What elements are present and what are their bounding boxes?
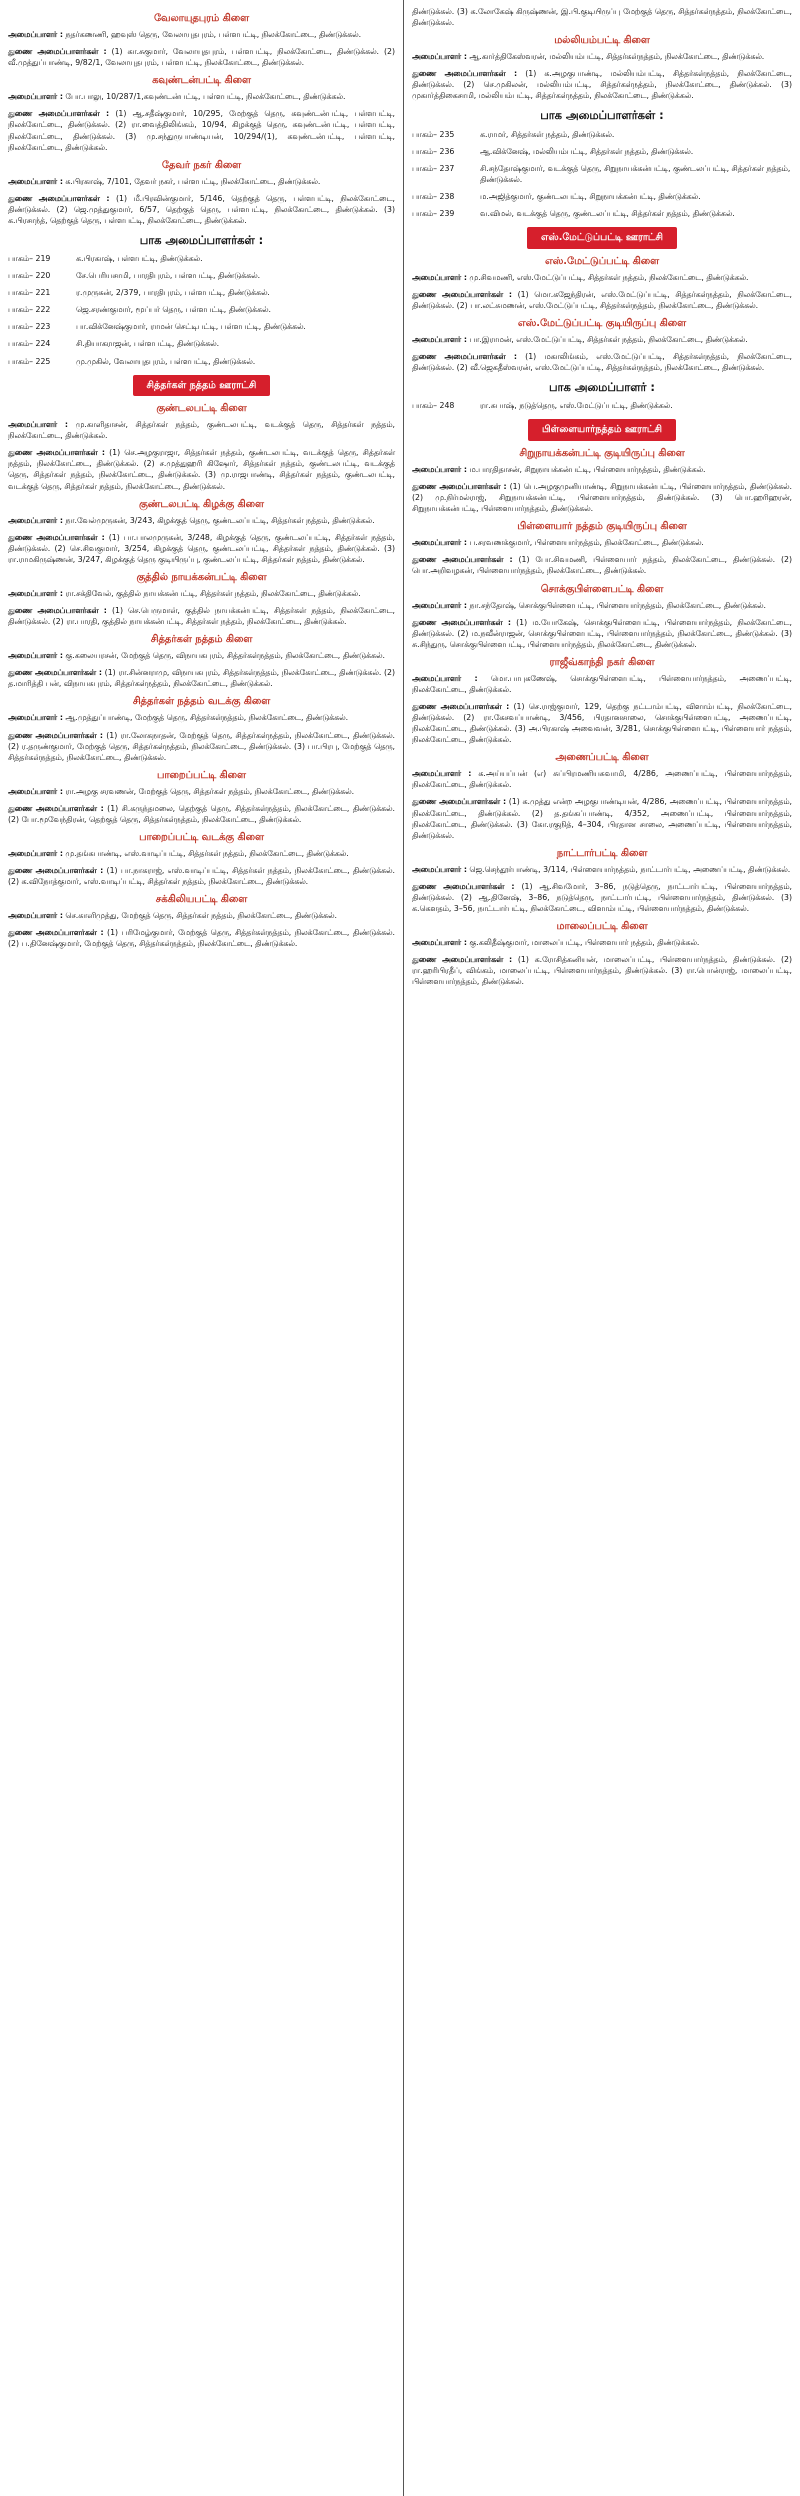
booth-organiser: க.பிரகாஷ், பள்ளபட்டி, திண்டுக்கல். — [76, 254, 203, 264]
booth-row — [412, 208, 792, 219]
booth-organisers-heading: பாக அமைப்பாளர்கள் : — [139, 232, 264, 247]
booth-row — [412, 400, 792, 411]
booth-row — [8, 321, 395, 332]
member-entry — [8, 29, 395, 40]
booth-organiser: பா.விக்னேஷ்குமார், ராமன் செட்டிபட்டி, பள்ளபட்டி, திண்டுக்கல். — [76, 322, 306, 332]
member-entry — [8, 910, 395, 921]
branch-title: ராஜீவ்காந்தி நகர் கிளை — [549, 656, 655, 668]
role-label: அமைப்பாளர் : — [8, 651, 63, 661]
member-details: ஜெ.செந்தூர்பாண்டி, 3/114, பிள்ளையார்நத்தம், நாட்டார்பட்டி, அணைப்பட்டி, திண்டுக்கல். — [469, 864, 791, 874]
member-entry — [8, 176, 395, 187]
member-details: நதர்கணணி, ஹவுஸ் தெரு, வேலாயுதபுரம், பள்ளபட்டி, நிலக்கோட்டை, திண்டுக்கல். — [65, 30, 362, 40]
booth-number: பாகம்– 225 — [8, 356, 51, 366]
booth-row — [412, 129, 792, 140]
branch-title: குண்டலபட்டி கிளை — [156, 403, 247, 415]
role-label: அமைப்பாளர் : — [412, 864, 467, 874]
booth-organiser: ர.முருகன், 2/379, பாரதிபுரம், பள்ளபட்டி, திண்டுக்கல். — [76, 288, 270, 298]
role-label: துணை அமைப்பாளர்கள் : — [8, 803, 104, 813]
member-details: (1) மீ.பிரவின்குமார், 5/146, தெற்குத் தெரு, பள்ளபட்டி, நிலக்கோட்டை, திண்டுக்கல். (2) ஜெ.முத்துகுமார், 6/57, தெற்குத் தெரு, பள்ளபட்டி, நிலக்கோட்டை, திண்டுக்கல். (3) க.பிரசாந்த், தெற்குத் தெரு, பள்ளபட்டி, நிலக்கோட்டை, திண்டுக்கல். — [8, 193, 396, 225]
member-details: (1) ம.யோகேஷ், சொக்குபிள்ளைபட்டி, பிள்ளையார்நத்தம், நிலக்கோட்டை, திண்டுக்கல். (2) ம.நவீன்ராஜன், சொக்குபிள்ளைபட்டி, பிள்ளையார்நத்தம், நிலக்கோட்டை, திண்டுக்கல். (3) சு.சிந்துரு, சொக்குபிள்ளைபட்டி, பிள்ளையார்நத்தம், நிலக்கோட்டை, திண்டுக்கல். — [412, 617, 792, 649]
member-entry — [412, 600, 792, 611]
member-entry — [8, 108, 395, 152]
role-label: அமைப்பாளர் : — [8, 515, 63, 525]
booth-number: பாகம்– 239 — [412, 208, 455, 218]
member-entry — [8, 786, 395, 797]
member-details: கு.கலிதீஷ்குமார், மாலைப்பட்டி, பிள்ளையார் நத்தம், திண்டுக்கல். — [469, 938, 700, 948]
member-details: (1) க.முத்து என்ற அழகுபாண்டியன், 4/286, அணைப்பட்டி, பிள்ளையார்நத்தம், நிலக்கோட்டை, திண்டுக்கல். (2) த.தங்கப்பாண்டி, 4/352, அணைப்பட்டி, பிள்ளையார்நத்தம், நிலக்கோட்டை, திண்டுக்கல். (3) கோ.ரகுநித், 4–304, பிரதான சாலை, அணைப்பட்டி, பிள்ளையார்நத்தம், திண்டுக்கல். — [412, 797, 792, 840]
role-label: துணை அமைப்பாளர்கள் : — [412, 955, 513, 965]
member-entry — [412, 796, 792, 840]
booth-row — [8, 304, 395, 315]
branch-title: சக்கிலியபட்டி கிளை — [155, 894, 248, 906]
role-label: துணை அமைப்பாளர்கள் : — [412, 617, 511, 627]
member-entry — [8, 667, 395, 689]
member-entry — [8, 848, 395, 859]
booth-number: பாகம்– 222 — [8, 305, 51, 315]
panchayat-banner — [412, 419, 792, 441]
role-label: துணை அமைப்பாளர்கள் : — [8, 109, 110, 119]
member-details: நா.வேல்முருகன், 3/243, கிழக்குத் தெரு, குண்டலப்பட்டி, சித்தர்கள் நத்தம், திண்டுக்கல். — [65, 515, 375, 525]
member-entry — [8, 605, 395, 627]
member-entry — [412, 272, 792, 283]
booth-organiser: ஆ.விக்னேஷ், மல்லியம்பட்டி, சித்தர்கள் நத்தம், திண்டுக்கல். — [480, 146, 694, 156]
member-details: ப.சரவணக்குமார், பிள்ளையார்நத்தம், நிலக்கோட்டை, திண்டுக்கல். — [469, 538, 704, 548]
member-entry — [8, 46, 395, 68]
member-entry — [412, 954, 792, 987]
branch-title: கவுண்டன்பட்டி கிளை — [152, 75, 251, 87]
booth-number: பாகம்– 235 — [412, 129, 455, 139]
member-details: (1) செ.ராஜ்குமார், 129, தெற்கு நட்டாம்பட்டி, விளாம்பட்டி, நிலக்கோட்டை, திண்டுக்கல். (2) ரா.கேசவப்பாண்டி, 3/456, பிரதானசாலை, சொக்குபிள்ளைபட்டி, அணைப்பட்டி, நிலக்கோட்டை, திண்டுக்கல். (3) அ.பிரகாஷ் அவைவன், 3/281, சொக்குபிள்ளைபட்டி, பிள்ளையார் நத்தம், நிலக்கோட்டை, திண்டுக்கல். — [412, 702, 792, 745]
member-details: (1) சி.கருந்தமலை, தெற்குத் தெரு, சித்தர்கள்நத்தம், நிலக்கோட்டை, திண்டுக்கல். (2) போ.மூவேந்திரன், தெற்குத் தெரு, சித்தர்கள்நத்தம், நிலக்கோட்டை, திண்டுக்கல். — [8, 803, 395, 824]
member-entry — [412, 537, 792, 548]
panchayat-banner — [8, 375, 395, 397]
booth-row — [8, 356, 395, 367]
member-details: நா.சந்தோஷ், சொக்குபிள்ளைபட்டி, பிள்ளையார்நத்தம், நிலக்கோட்டை, திண்டுக்கல். — [469, 600, 766, 610]
branch-title: குத்தில் நாயக்கன்பட்டி கிளை — [136, 571, 267, 583]
role-label: துணை அமைப்பாளர்கள் : — [8, 668, 103, 678]
member-entry — [412, 351, 792, 373]
booth-row — [8, 338, 395, 349]
branch-title: சொக்குபிள்ளைபட்டி கிளை — [540, 583, 664, 595]
booth-organiser: சி.சந்தோஷ்குமார், வடக்குத் தெரு, சிறுநாயக்கன்பட்டி, குண்டலப்பட்டி, சித்தர்கள் நத்தம், திண்டுக்கல். — [480, 163, 791, 184]
member-details: செ.காளிமுத்து, மேற்குத் தெரு, சித்தர்கள் நத்தம், நிலக்கோட்டை, திண்டுக்கல். — [65, 911, 337, 921]
role-label: அமைப்பாளர் : — [8, 176, 63, 186]
booth-row — [412, 146, 792, 157]
member-entry — [412, 464, 792, 475]
role-label: அமைப்பாளர் : — [412, 938, 467, 948]
member-entry — [412, 673, 792, 695]
role-label: துணை அமைப்பாளர்கள் : — [8, 532, 105, 542]
booth-number: பாகம்– 223 — [8, 322, 51, 332]
member-details: (1) போ.சிவமணி, பிள்ளையார் நத்தம், நிலக்கோட்டை, திண்டுக்கல். (2) பொ.அறிவழகன், பிள்ளையார்நத்தம், நிலக்கோட்டை, திண்டுக்கல். — [412, 555, 793, 576]
booth-number: பாகம்– 220 — [8, 271, 51, 281]
role-label: அமைப்பாளர் : — [412, 52, 467, 62]
member-details: (1) கா.சுகுமார், வேலாயுதபுரம், பள்ளபட்டி, நிலக்கோட்டை, திண்டுக்கல். (2) வீ.முத்துப்பாண்டி, 9/82/1, வேலாயுதபுரம், பள்ளபட்டி, நிலக்கோட்டை, திண்டுக்கல். — [8, 47, 395, 68]
booth-organiser: க.ராமர், சித்தர்கள் நத்தம், திண்டுக்கல். — [480, 129, 615, 139]
member-entry — [8, 865, 395, 887]
role-label: துணை அமைப்பாளர்கள் : — [412, 351, 518, 361]
role-label: அமைப்பாளர் : — [8, 713, 63, 723]
booth-organisers-heading: பாக அமைப்பாளர் : — [549, 380, 655, 395]
branch-title: சிறுநாயக்கன்பட்டி குடியிருப்பு கிளை — [519, 447, 685, 459]
booth-row — [412, 163, 792, 185]
member-details: (1) பா.பாலமுருகன், 3/248, கிழக்குத் தெரு, குண்டலப்பட்டி, சித்தர்கள் நத்தம், திண்டுக்கல். (2) செ.சிவகுமார், 3/254, கிழக்குத் தெரு, குண்டலப்பட்டி, சித்தர்கள் நத்தம், திண்டுக்கல். (3) ரா.ராமகிருஷ்ணன், 3/247, கிழக்குத் தெரு குடியிருப்பு, குண்டலப்பட்டி, சித்தர்கள் நத்தம், திண்டுக்கல். — [8, 532, 396, 564]
booth-row — [8, 270, 395, 281]
role-label: துணை அமைப்பாளர்கள் : — [8, 193, 110, 203]
role-label: அமைப்பாளர் : — [412, 600, 467, 610]
role-label: துணை அமைப்பாளர்கள் : — [8, 448, 105, 458]
role-label: துணை அமைப்பாளர்கள் : — [412, 702, 510, 712]
member-details: (1) ஆ.சதீஷ்குமார், 10/295, மேற்குத் தெரு, கவுண்டன்பட்டி, பள்ளபட்டி, நிலக்கோட்டை, திண்டுக்கல். (2) ரா.வைத்திலிங்கம், 10/94, கிழக்குத் தெரு, கவுண்டன்பட்டி, பள்ளபட்டி, நிலக்கோட்டை, திண்டுக்கல். (3) மு.சந்துருபாண்டியன், 10/294/(1), கவுண்டன்பட்டி, பள்ளபட்டி, நிலக்கோட்டை, திண்டுக்கல். — [8, 109, 396, 152]
member-entry — [8, 927, 395, 949]
member-details: ரா.அழகு சரவணன், மேற்குத் தெரு, சித்தர்கள் நத்தம், நிலக்கோட்டை, திண்டுக்கல். — [65, 786, 355, 796]
role-label: துணை அமைப்பாளர்கள் : — [8, 866, 104, 876]
member-entry — [8, 515, 395, 526]
branch-title: நாட்டார்பட்டி கிளை — [556, 847, 648, 859]
member-details: (1) ரா.லோகநாதன், மேற்குத் தெரு, சித்தர்கள்நத்தம், நிலக்கோட்டை, திண்டுக்கல். (2) ர.தருண்குமார், மேற்குத் தெரு, சித்தர்கள்நத்தம், நிலக்கோட்டை, திண்டுக்கல். (3) பா.பிரபு, மேற்குத் தெரு, சித்தர்கள்நத்தம், நிலக்கோட்டை, திண்டுக்கல். — [8, 730, 396, 762]
member-entry — [412, 334, 792, 345]
member-details: ம.பாரதிதாசன், சிறுநாயக்கன்பட்டி, பிள்ளையார்நத்தம், திண்டுக்கல். — [469, 465, 706, 475]
role-label: துணை அமைப்பாளர்கள் : — [412, 881, 515, 891]
booth-organiser: சி.தியாகராஜன், பள்ளபட்டி, திண்டுக்கல். — [76, 339, 220, 349]
member-entry — [8, 532, 395, 565]
booth-number: பாகம்– 219 — [8, 254, 51, 264]
member-details: (1) பரிமேழ்குமார், மேற்குத் தெரு, சித்தர்கள்நத்தம், நிலக்கோட்டை, திண்டுக்கல். (2) ப.தினேஷ்குமார், மேற்குத் தெரு, சித்தர்கள்நத்தம், நிலக்கோட்டை, திண்டுக்கல். — [8, 928, 396, 949]
member-entry — [8, 588, 395, 599]
booth-row — [8, 253, 395, 264]
booth-organiser: ரா.சுபாஷ், நடுத்தெரு, எஸ்.மேட்டுப்பட்டி, திண்டுக்கல். — [480, 401, 673, 411]
member-entry — [412, 768, 792, 790]
member-entry — [8, 650, 395, 661]
booth-organiser: சே.பெரியசாமி, பாரதிபுரம், பள்ளபட்டி, திண்டுக்கல். — [76, 271, 261, 281]
member-entry — [8, 91, 395, 102]
member-entry — [412, 864, 792, 875]
member-details: (1) பெ.அழகுமுனியாண்டி, சிறுநாயக்கன்பட்டி, பிள்ளையார்நத்தம், திண்டுக்கல். (2) மு.நிர்மல்ராஜ், சிறுநாயக்கன்பட்டி, பிள்ளையார்நத்தம், திண்டுக்கல். (3) பொ.ஹரிஹரன், சிறுநாயக்கன்பட்டி, பிள்ளையார்நத்தம், திண்டுக்கல். — [412, 482, 793, 514]
member-entry — [412, 289, 792, 311]
member-details: (1) க.அழகுபாண்டி, மல்லியம்பட்டி, சித்தர்கள்நத்தம், நிலக்கோட்டை, திண்டுக்கல். (2) செ.முகிலன், மல்லியம்பட்டி, சித்தர்கள்நத்தம், நிலக்கோட்டை, திண்டுக்கல். (3) முகார்த்திகைசாமி, மல்லியம்பட்டி, சித்தர்கள்நத்தம், நிலக்கோட்டை, திண்டுக்கல். — [412, 69, 793, 101]
member-details: கு.கலையரசன், மேற்குத் தெரு, விநாயகபுரம், சித்தர்கள்நத்தம், நிலக்கோட்டை, திண்டுக்கல். — [65, 651, 385, 661]
member-details: க.பிரகாஷ், 7/101, தேவர் நகர், பள்ளபட்டி, நிலக்கோட்டை, திண்டுக்கல். — [65, 176, 321, 186]
member-details: ரா.சக்திவேல், குத்தில் நாயக்கன்பட்டி, சித்தர்கள் நத்தம், நிலக்கோட்டை, திண்டுக்கல். — [65, 588, 361, 598]
branch-title: சித்தர்கள் நத்தம் கிளை — [150, 634, 253, 646]
member-details: பா.இராமன், எஸ்.மேட்டுப்பட்டி, சித்தர்கள் நத்தம், நிலக்கோட்டை, திண்டுக்கல். — [469, 334, 748, 344]
booth-organiser: வ.விமல், வடக்குத் தெரு, குண்டலப்பட்டி, சித்தர்கள் நத்தம், திண்டுக்கல். — [480, 208, 735, 218]
booth-organiser: ஜெ.சரண்குமார், மூப்பர் தெரு, பள்ளபட்டி, திண்டுக்கல். — [76, 305, 271, 315]
panchayat-banner — [412, 227, 792, 249]
member-details: மு.காளிதாசன், சித்தர்கள் நத்தம், குண்டலபட்டி, வடக்குத் தெரு, சித்தர்கள் நத்தம், நிலக்கோட்டை, திண்டுக்கல். — [8, 420, 396, 441]
booth-row — [412, 191, 792, 202]
member-details: (1) செ.பெருமாள், குத்தில் நாயக்கன்பட்டி, சித்தர்கள் நத்தம், நிலக்கோட்டை, திண்டுக்கல். (2) ரா.பாரதி, குத்தில் நாயக்கன்பட்டி, சித்தர்கள் நத்தம், நிலக்கோட்டை, திண்டுக்கல். — [8, 606, 395, 627]
member-details: (1) பா.நாகராஜ், எஸ்.வாடிப்பட்டி, சித்தர்கள் நத்தம், நிலக்கோட்டை, திண்டுக்கல். (2) க.விநோத்குமார், எஸ்.வாடிப்பட்டி, சித்தர்கள் நத்தம், நிலக்கோட்டை, திண்டுக்கல். — [8, 866, 395, 887]
member-entry — [8, 447, 395, 491]
member-entry — [412, 481, 792, 514]
branch-title: எஸ்.மேட்டுப்பட்டி கிளை — [544, 255, 660, 267]
role-label: துணை அமைப்பாளர்கள் : — [8, 606, 107, 616]
member-details: (1) க.ரோசித்கனியன், மாலைப்பட்டி, பிள்ளையார்நத்தம், திண்டுக்கல். (2) ரா.ஹரிபிரதீப், விங்கம், மாலைப்பட்டி, பிள்ளையார்நத்தம், திண்டுக்கல். (3) ரா.பொன்ராஜ், மாலைப்பட்டி, பிள்ளையார்நத்தம், திண்டுக்கல். — [412, 955, 793, 987]
branch-title: பிள்ளையார் நத்தம் குடியிருப்பு கிளை — [517, 521, 687, 533]
member-entry — [412, 68, 792, 101]
role-label: அமைப்பாளர் : — [412, 538, 467, 548]
member-details: (1) ரா.சின்னராமு, விநாயகபுரம், சித்தர்கள்நத்தம், நிலக்கோட்டை, திண்டுக்கல். (2) த.மாரித்தி பன், விநாயகபுரம், சித்தர்கள்நத்தம், நிலக்கோட்டை, திண்டுக்கல். — [8, 668, 396, 689]
member-entry — [8, 193, 395, 226]
role-label: அமைப்பாளர் : — [8, 911, 63, 921]
panchayat-banner-label: சித்தர்கள் நத்தம் ஊராட்சி — [133, 375, 271, 397]
member-entry — [8, 803, 395, 825]
member-details: ஆ.கார்த்திகேஸ்வரன், மல்லியம்பட்டி, சித்தர்கள்நத்தம், நிலக்கோட்டை, திண்டுக்கல். — [469, 52, 765, 62]
member-details: (1) ஆ.சிவமோர், 3–86, நடுத்தெரு, நாட்டார்பட்டி, பிள்ளையார்நத்தம், திண்டுக்கல். (2) ஆ.தினேஷ், 3–86, நடுத்தெரு, நாட்டார்பட்டி, பிள்ளையார்நத்தம், திண்டுக்கல். (3) க.கௌதம், 3–56, நாட்டார்பட்டி, நிலக்கோட்டை, விளாம்பட்டி, பிள்ளையார்நத்தம், திண்டுக்கல். — [412, 881, 793, 913]
role-label: அமைப்பாளர் : — [8, 786, 63, 796]
role-label: துணை அமைப்பாளர்கள் : — [412, 482, 507, 492]
branch-title: பாறைப்பட்டி கிளை — [157, 769, 246, 781]
role-label: துணை அமைப்பாளர்கள் : — [8, 928, 104, 938]
member-details: ஆ.முத்துப்பாண்டி, மேற்குத் தெரு, சித்தர்கள்நத்தம், நிலக்கோட்டை, திண்டுக்கல். — [65, 713, 349, 723]
booth-number: பாகம்– 221 — [8, 288, 51, 298]
role-label: அமைப்பாளர் : — [412, 334, 467, 344]
role-label: அமைப்பாளர் : — [412, 769, 472, 779]
panchayat-banner-label: பிள்ளையார்நத்தம் ஊராட்சி — [528, 419, 676, 441]
booth-number: பாகம்– 236 — [412, 146, 455, 156]
role-label: அமைப்பாளர் : — [412, 272, 467, 282]
branch-title: வேலாயுதபுரம் கிளை — [153, 13, 250, 24]
role-label: துணை அமைப்பாளர்கள் : — [412, 555, 513, 565]
role-label: அமைப்பாளர் : — [412, 673, 478, 683]
member-details: மு.தங்கபாண்டி, எஸ்.வாடிப்பட்டி, சித்தர்கள் நத்தம், நிலக்கோட்டை, திண்டுக்கல். — [65, 849, 349, 859]
booth-row — [8, 287, 395, 298]
booth-organisers-heading: பாக அமைப்பாளர்கள் : — [540, 108, 664, 123]
booth-organiser: மு.முகில், வேலாயுதபுரம், பள்ளபட்டி, திண்டுக்கல். — [76, 356, 256, 366]
member-entry — [412, 701, 792, 745]
branch-title: அணைப்பட்டி கிளை — [555, 752, 649, 764]
role-label: துணை அமைப்பாளர்கள் : — [8, 47, 107, 57]
member-entry — [412, 51, 792, 62]
member-details: போ.பாலு, 10/287/1,கவுண்டன்பட்டி, பள்ளபட்டி, நிலக்கோட்டை, திண்டுக்கல். — [65, 92, 346, 102]
branch-title: பாறைப்பட்டி வடக்கு கிளை — [139, 831, 264, 843]
member-details: (1) மொ.கஜேந்திரன், எஸ்.மேட்டுப்பட்டி, சித்தர்கள்நத்தம், நிலக்கோட்டை, திண்டுக்கல். (2) பா.லட்சுமணன், எஸ்.மேட்டுப்பட்டி, சித்தர்கள்நத்தம், நிலக்கோட்டை, திண்டுக்கல். — [412, 289, 792, 310]
role-label: அமைப்பாளர் : — [8, 420, 69, 430]
role-label: அமைப்பாளர் : — [8, 30, 63, 40]
role-label: துணை அமைப்பாளர்கள் : — [8, 730, 104, 740]
branch-title: எஸ்.மேட்டுப்பட்டி குடியிருப்பு கிளை — [517, 317, 687, 329]
right-column — [404, 0, 800, 2496]
member-entry — [412, 554, 792, 576]
booth-number: பாகம்– 248 — [412, 401, 455, 411]
role-label: அமைப்பாளர் : — [8, 92, 63, 102]
member-entry — [412, 617, 792, 650]
member-entry — [8, 712, 395, 723]
branch-title: தேவர் நகர் கிளை — [161, 159, 242, 171]
role-label: துணை அமைப்பாளர்கள் : — [412, 797, 507, 807]
role-label: அமைப்பாளர் : — [8, 849, 63, 859]
branch-title: குண்டலபட்டி கிழக்கு கிளை — [139, 498, 264, 510]
role-label: அமைப்பாளர் : — [412, 465, 467, 475]
member-entry — [412, 881, 792, 914]
member-details: மொ.பாபுகணேஷ், சொக்குபிள்ளைபட்டி, பிள்ளையார்நத்தம், அணைப்பட்டி, நிலக்கோட்டை, திண்டுக்கல். — [412, 673, 793, 694]
booth-number: பாகம்– 224 — [8, 339, 51, 349]
member-entry — [8, 419, 395, 441]
role-label: துணை அமைப்பாளர்கள் : — [412, 289, 513, 299]
member-entry — [8, 730, 395, 763]
member-details: (1) மகாலிங்கம், எஸ்.மேட்டுப்பட்டி, சித்தர்கள்நத்தம், நிலக்கோட்டை, திண்டுக்கல். (2) வீ.ஜெகதீஸ்வரன், எஸ்.மேட்டுப்பட்டி, சித்தர்கள்நத்தம், நிலக்கோட்டை, திண்டுக்கல். — [412, 351, 792, 373]
member-details: (1) செ.அழகுராஜா, சித்தர்கள் நத்தம், குண்டலபட்டி, வடக்குத் தெரு, சித்தர்கள் நத்தம், நிலக்கோட்டை, திண்டுக்கல். (2) ச.முத்துஹரி கிஷோர், சித்தர்கள் நத்தம், குண்டலபட்டி, வடக்குத் தெரு, சித்தர்கள் நத்தம், நிலக்கோட்டை, திண்டுக்கல். (3) மு.ராஜபாண்டி, சித்தர்கள் நத்தம், குண்டலபட்டி, வடக்குத் தெரு, சித்தர்கள் நத்தம், நிலக்கோட்டை, திண்டுக்கல். — [8, 448, 396, 491]
panchayat-banner-label: எஸ்.மேட்டுப்பட்டி ஊராட்சி — [527, 227, 677, 249]
branch-title: மாலைப்பட்டி கிளை — [556, 921, 648, 933]
booth-organiser: ம.அஜித்குமார், குண்டலபட்டி, சிறுநாயக்கன்பட்டி, திண்டுக்கல். — [480, 191, 701, 201]
branch-title: மல்லியம்பட்டி கிளை — [554, 35, 650, 47]
member-details: க.அய்யப்பன் (எ) சுப்பிரமணியசுவாமி, 4/286, அணைப்பட்டி, பிள்ளையார்நத்தம், நிலக்கோட்டை, திண்டுக்கல். — [412, 769, 792, 790]
booth-number: பாகம்– 238 — [412, 191, 455, 201]
role-label: துணை அமைப்பாளர்கள் : — [412, 69, 518, 79]
member-details: மு.சிவமணி, எஸ்.மேட்டுப்பட்டி, சித்தர்கள் நத்தம், நிலக்கோட்டை, திண்டுக்கல். — [469, 272, 749, 282]
continued-text: திண்டுக்கல். (3) க.லோகேஷ் கிருஷ்ணன், இ.பி.குடியிருப்பு மேற்குத் தெரு, சித்தர்கள்நத்தம், நிலக்கோட்டை, திண்டுக்கல். — [412, 7, 792, 28]
role-label: அமைப்பாளர் : — [8, 588, 63, 598]
member-entry — [412, 937, 792, 948]
booth-number: பாகம்– 237 — [412, 163, 455, 173]
branch-title: சித்தர்கள் நத்தம் வடக்கு கிளை — [132, 696, 271, 708]
